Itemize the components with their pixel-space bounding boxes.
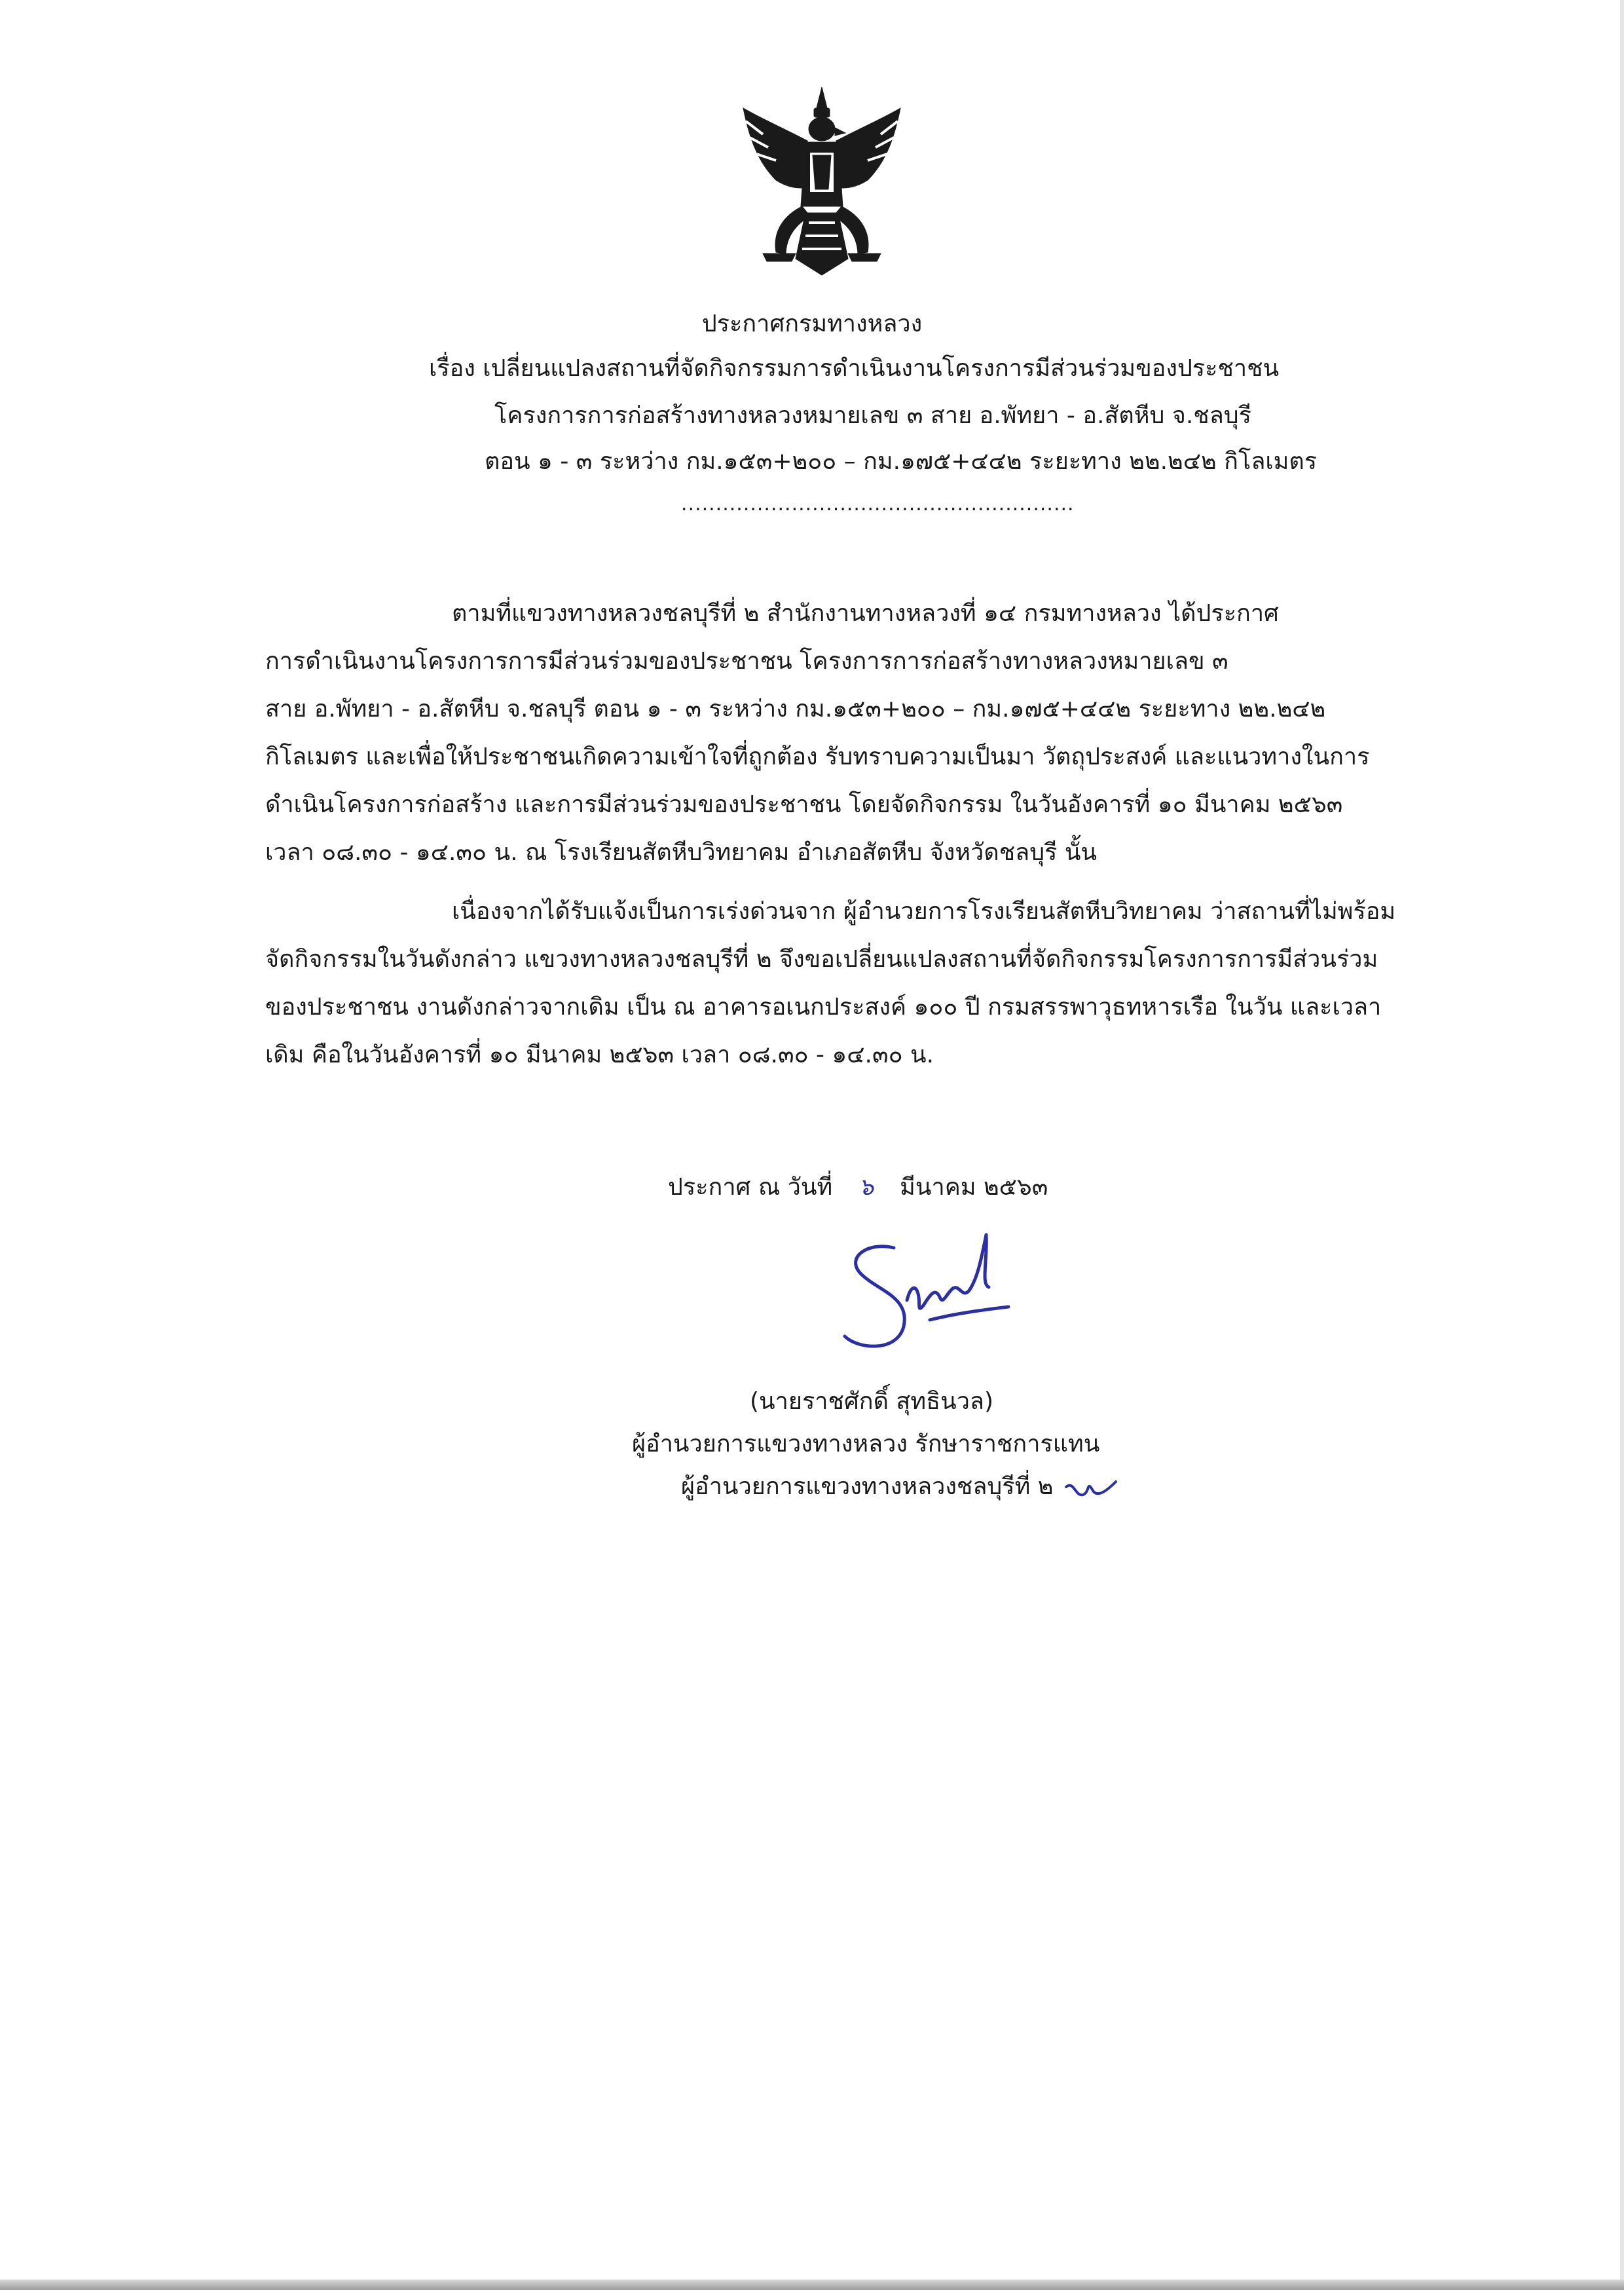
paragraph-line: ดำเนินโครงการก่อสร้าง และการมีส่วนร่วมของประชาชน โดยจัดกิจกรรม ในวันอังคารที่ ๑๐ มีนาคม ๒๕๖๓ — [265, 791, 1343, 818]
date-month-year: มีนาคม ๒๕๖๓ — [900, 1174, 1048, 1201]
paragraph-line: ของประชาชน งานดังกล่าวจากเดิม เป็น ณ อาคารอเนกประสงค์ ๑๐๐ ปี กรมสรรพาวุธทหารเรือ ในวัน และเวลา — [265, 994, 1382, 1021]
handwritten-initials — [1061, 1467, 1120, 1507]
announcement-title: ประกาศกรมทางหลวง — [701, 310, 923, 337]
body-paragraph-2 — [265, 888, 1470, 1079]
announcement-date — [668, 1171, 1048, 1204]
date-day: ๖ — [858, 1174, 874, 1201]
scan-edge-bottom — [0, 2280, 1624, 2290]
paragraph-line: การดำเนินงานโครงการการมีส่วนร่วมของประชาชน โครงการการก่อสร้างทางหลวงหมายเลข ๓ — [265, 648, 1228, 675]
paragraph-line: ตามที่แขวงทางหลวงชลบุรีที่ ๒ สำนักงานทางหลวงที่ ๑๔ กรมทางหลวง ได้ประกาศ — [452, 600, 1279, 627]
announcement-subject-line2: โครงการการก่อสร้างทางหลวงหมายเลข ๓ สาย อ.พัทยา - อ.สัตหีบ จ.ชลบุรี — [494, 402, 1251, 429]
signatory-position-2: ผู้อำนวยการแขวงทางหลวงชลบุรีที่ ๒ — [681, 1473, 1054, 1500]
date-prefix: ประกาศ ณ วันที่ — [668, 1174, 833, 1201]
handwritten-signature — [832, 1222, 1035, 1372]
paragraph-line: จัดกิจกรรมในวันดังกล่าว แขวงทางหลวงชลบุรีที่ ๒ จึงขอเปลี่ยนแปลงสถานที่จัดกิจกรรมโครงการการมีส่วนร่วม — [265, 946, 1378, 973]
paragraph-line: สาย อ.พัทยา - อ.สัตหีบ จ.ชลบุรี ตอน ๑ - ๓ ระหว่าง กม.๑๕๓+๒๐๐ – กม.๑๗๕+๔๔๒ ระยะทาง ๒๒.๒๔๒ — [265, 696, 1326, 723]
paragraph-line: กิโลเมตร และเพื่อให้ประชาชนเกิดความเข้าใจที่ถูกต้อง รับทราบความเป็นมา วัตถุประสงค์ และแนวทางในการ — [265, 743, 1370, 770]
garuda-emblem-icon — [737, 82, 907, 278]
announcement-subject: เรื่อง เปลี่ยนแปลงสถานที่จัดกิจกรรมการดำเนินงานโครงการมีส่วนร่วมของประชาชน — [429, 355, 1280, 382]
scan-edge-right — [1620, 0, 1624, 2290]
body-paragraph-1 — [265, 590, 1470, 876]
announcement-subject-line3: ตอน ๑ - ๓ ระหว่าง กม.๑๕๓+๒๐๐ – กม.๑๗๕+๔๔๒ ระยะทาง ๒๒.๒๔๒ กิโลเมตร — [485, 448, 1318, 475]
paragraph-line: เวลา ๐๘.๓๐ - ๑๔.๓๐ น. ณ โรงเรียนสัตหีบวิทยาคม อำเภอสัตหีบ จังหวัดชลบุรี นั้น — [265, 839, 1098, 866]
signatory-name: (นายราชศักดิ์ สุทธินวล) — [750, 1388, 994, 1415]
separator-dots: ......................................................... — [681, 493, 1075, 516]
paragraph-line: เนื่องจากได้รับแจ้งเป็นการเร่งด่วนจาก ผู้อำนวยการโรงเรียนสัตหีบวิทยาคม ว่าสถานที่ไม่พร้อม — [452, 898, 1396, 925]
paragraph-line: เดิม คือในวันอังคารที่ ๑๐ มีนาคม ๒๕๖๓ เวลา ๐๘.๓๐ - ๑๔.๓๐ น. — [265, 1042, 934, 1068]
signatory-position-1: ผู้อำนวยการแขวงทางหลวง รักษาราชการแทน — [632, 1431, 1100, 1457]
